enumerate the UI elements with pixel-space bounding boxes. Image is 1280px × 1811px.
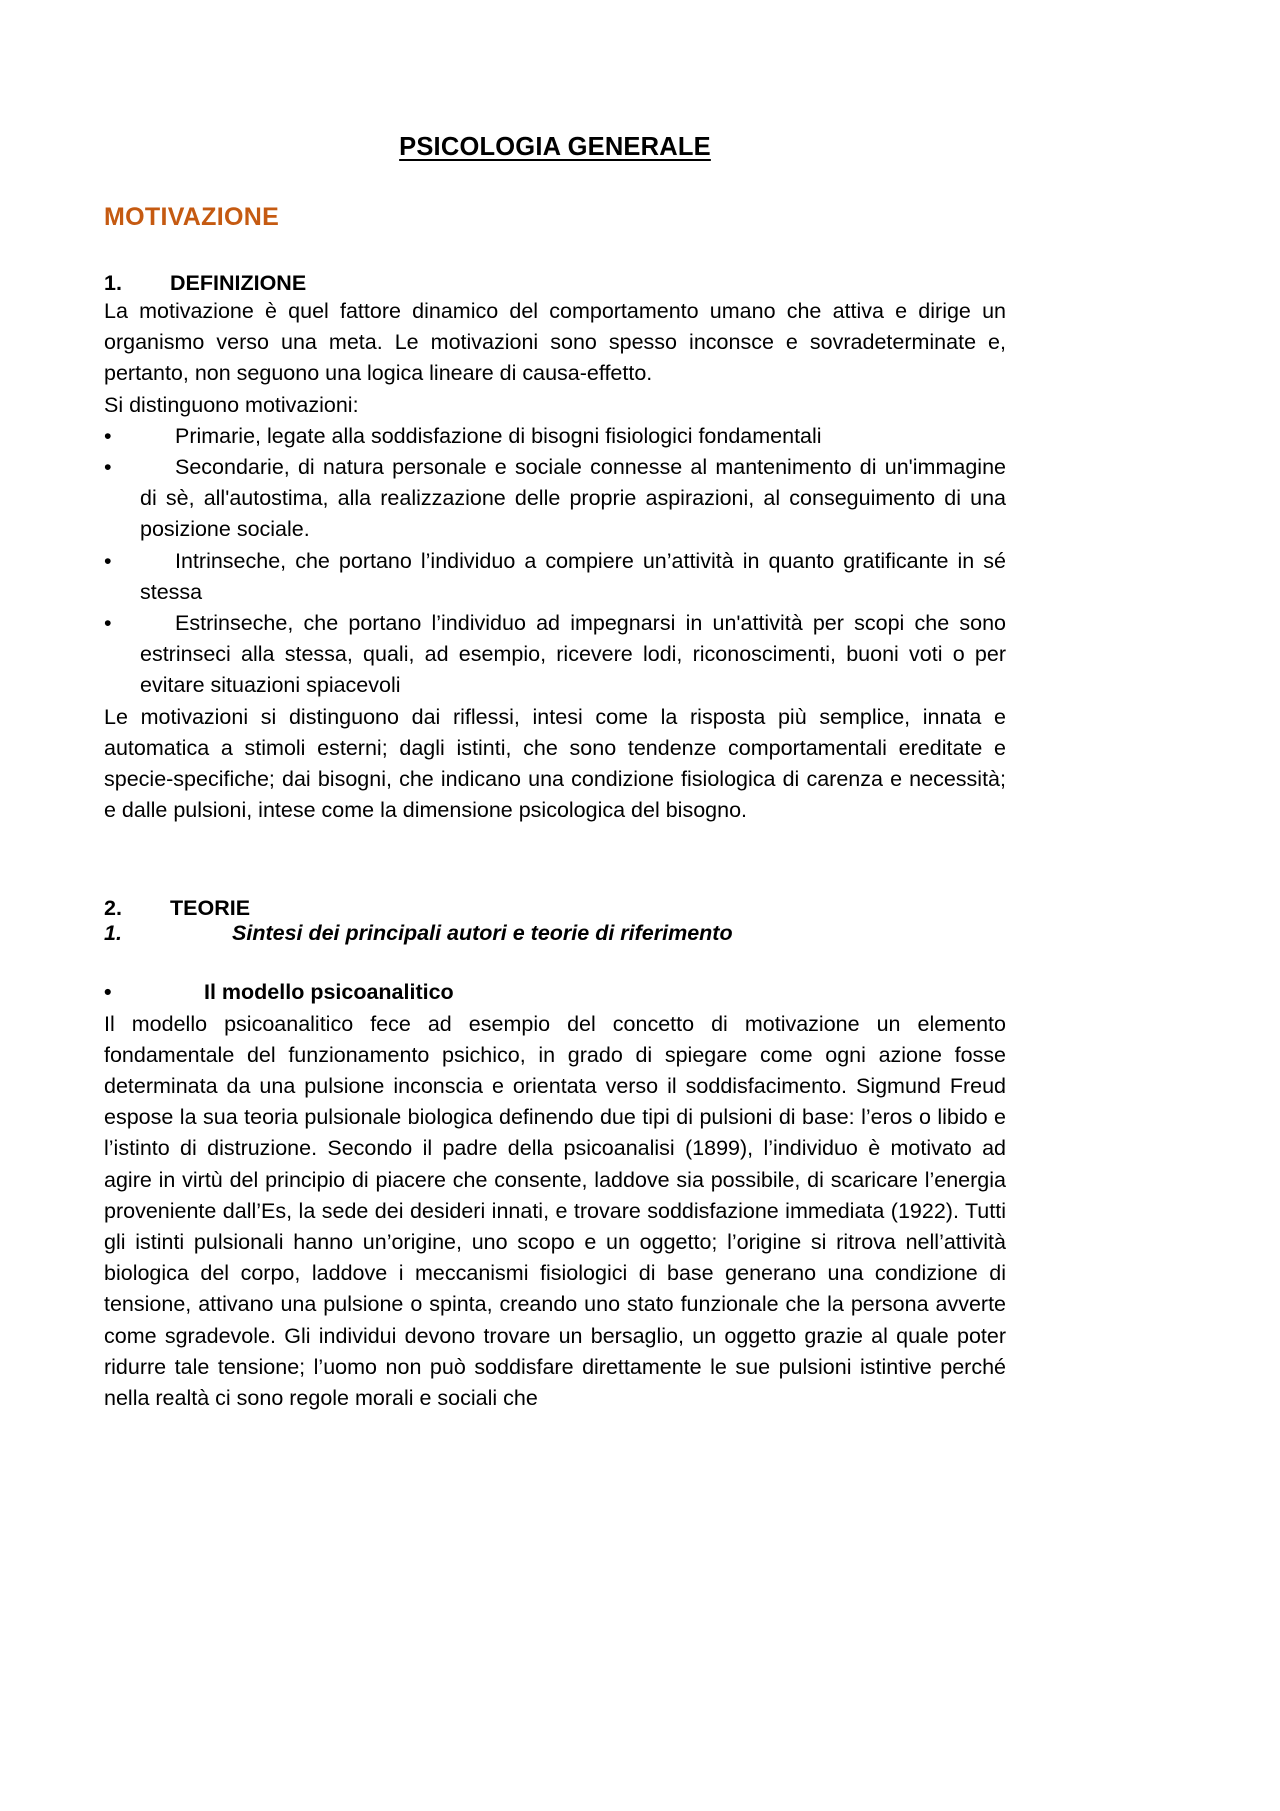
list-item-label: Intrinseche, che portano l’individuo a compiere un’attività in quanto gratificante in sé stessa <box>140 548 1006 604</box>
list-item <box>104 977 1006 1008</box>
subsection-spacer <box>104 946 1006 977</box>
page-title: PSICOLOGIA GENERALE <box>399 133 711 161</box>
bullet-icon: • <box>104 423 112 448</box>
section-heading-definizione <box>104 232 1006 296</box>
bullet-icon: • <box>104 980 112 1005</box>
list-item <box>104 452 1006 546</box>
list-item <box>104 421 1006 452</box>
topic-heading-motivazione: MOTIVAZIONE <box>104 203 280 231</box>
list-item-label: Estrinseche, che portano l’individuo ad impegnarsi in un'attività per scopi che sono estrinseci alla stessa, quali, ad esempio, ricevere lodi, riconoscimenti, buoni voti o per evitare situazioni spiacevoli <box>140 611 1006 698</box>
section-number: 1. <box>104 271 122 295</box>
section-heading-label: DEFINIZIONE <box>170 271 307 295</box>
teorie-bullet-list <box>104 977 1006 1008</box>
subsection-heading-sintesi <box>104 921 1006 946</box>
section-spacer <box>104 826 1006 896</box>
page-content <box>104 0 1006 1414</box>
definizione-closing-paragraph: Le motivazioni si distinguono dai riflessi, intesi come la risposta più semplice, innata e automatica a stimoli esterni; dagli istinti, che sono tendenze comportamentali ereditate e specie-specifiche; dai bisogni, che indicano una condizione fisiologica di carenza e necessità; e dalle pulsioni, intese come la dimensione psicologica del bisogno. <box>104 704 1006 823</box>
list-item-label: Il modello psicoanalitico <box>204 980 454 1005</box>
section-heading-label: TEORIE <box>170 896 251 921</box>
list-item <box>104 546 1006 608</box>
definizione-paragraph-2: Si distinguono motivazioni: <box>104 392 359 417</box>
section-heading-teorie <box>104 896 1006 921</box>
list-item-label: Primarie, legate alla soddisfazione di bisogni fisiologici fondamentali <box>175 423 822 448</box>
bullet-icon: • <box>104 611 112 636</box>
list-item-label: Secondarie, di natura personale e sociale connesse al mantenimento di un'immagine di sè, all'autostima, alla realizzazione delle proprie aspirazioni, al conseguimento di una posizione sociale. <box>140 455 1006 542</box>
motivazioni-bullet-list <box>104 421 1006 702</box>
bullet-icon: • <box>104 455 112 480</box>
subsection-number: 1. <box>104 921 122 946</box>
psicoanalitico-paragraph: Il modello psicoanalitico fece ad esempio del concetto di motivazione un elemento fondamentale del funzionamento psichico, in grado di spiegare come ogni azione fosse determinata da una pulsione inconscia e orientata verso il soddisfacimento. Sigmund Freud espose la sua teoria pulsionale biologica definendo due tipi di pulsioni di base: l’eros o libido e l’istinto di distruzione. Secondo il padre della psicoanalisi (1899), l’individuo è motivato ad agire in virtù del principio di piacere che consente, laddove sia possibile, di scaricare l’energia proveniente dall’Es, la sede dei desideri innati, e trovare soddisfazione immediata (1922). Tutti gli istinti pulsionali hanno un’origine, uno scopo e un oggetto; l’origine si ritrova nell’attività biologica del corpo, laddove i meccanismi fisiologici di base generano una condizione di tensione, attivano una pulsione o spinta, creando uno stato funzionale che la persona avverte come sgradevole. Gli individui devono trovare un bersaglio, un oggetto grazie al quale poter ridurre tale tensione; l’uomo non può soddisfare direttamente le sue pulsioni istintive perché nella realtà ci sono regole morali e sociali che <box>104 1011 1006 1411</box>
definizione-paragraph-1: La motivazione è quel fattore dinamico del comportamento umano che attiva e dirige un organismo verso una meta. Le motivazioni sono spesso inconsce e sovradeterminate e, pertanto, non seguono una logica lineare di causa-effetto. <box>104 299 1006 386</box>
section-number: 2. <box>104 896 122 921</box>
subsection-heading-label: Sintesi dei principali autori e teorie di riferimento <box>232 921 733 946</box>
bullet-icon: • <box>104 548 112 573</box>
list-item <box>104 608 1006 702</box>
